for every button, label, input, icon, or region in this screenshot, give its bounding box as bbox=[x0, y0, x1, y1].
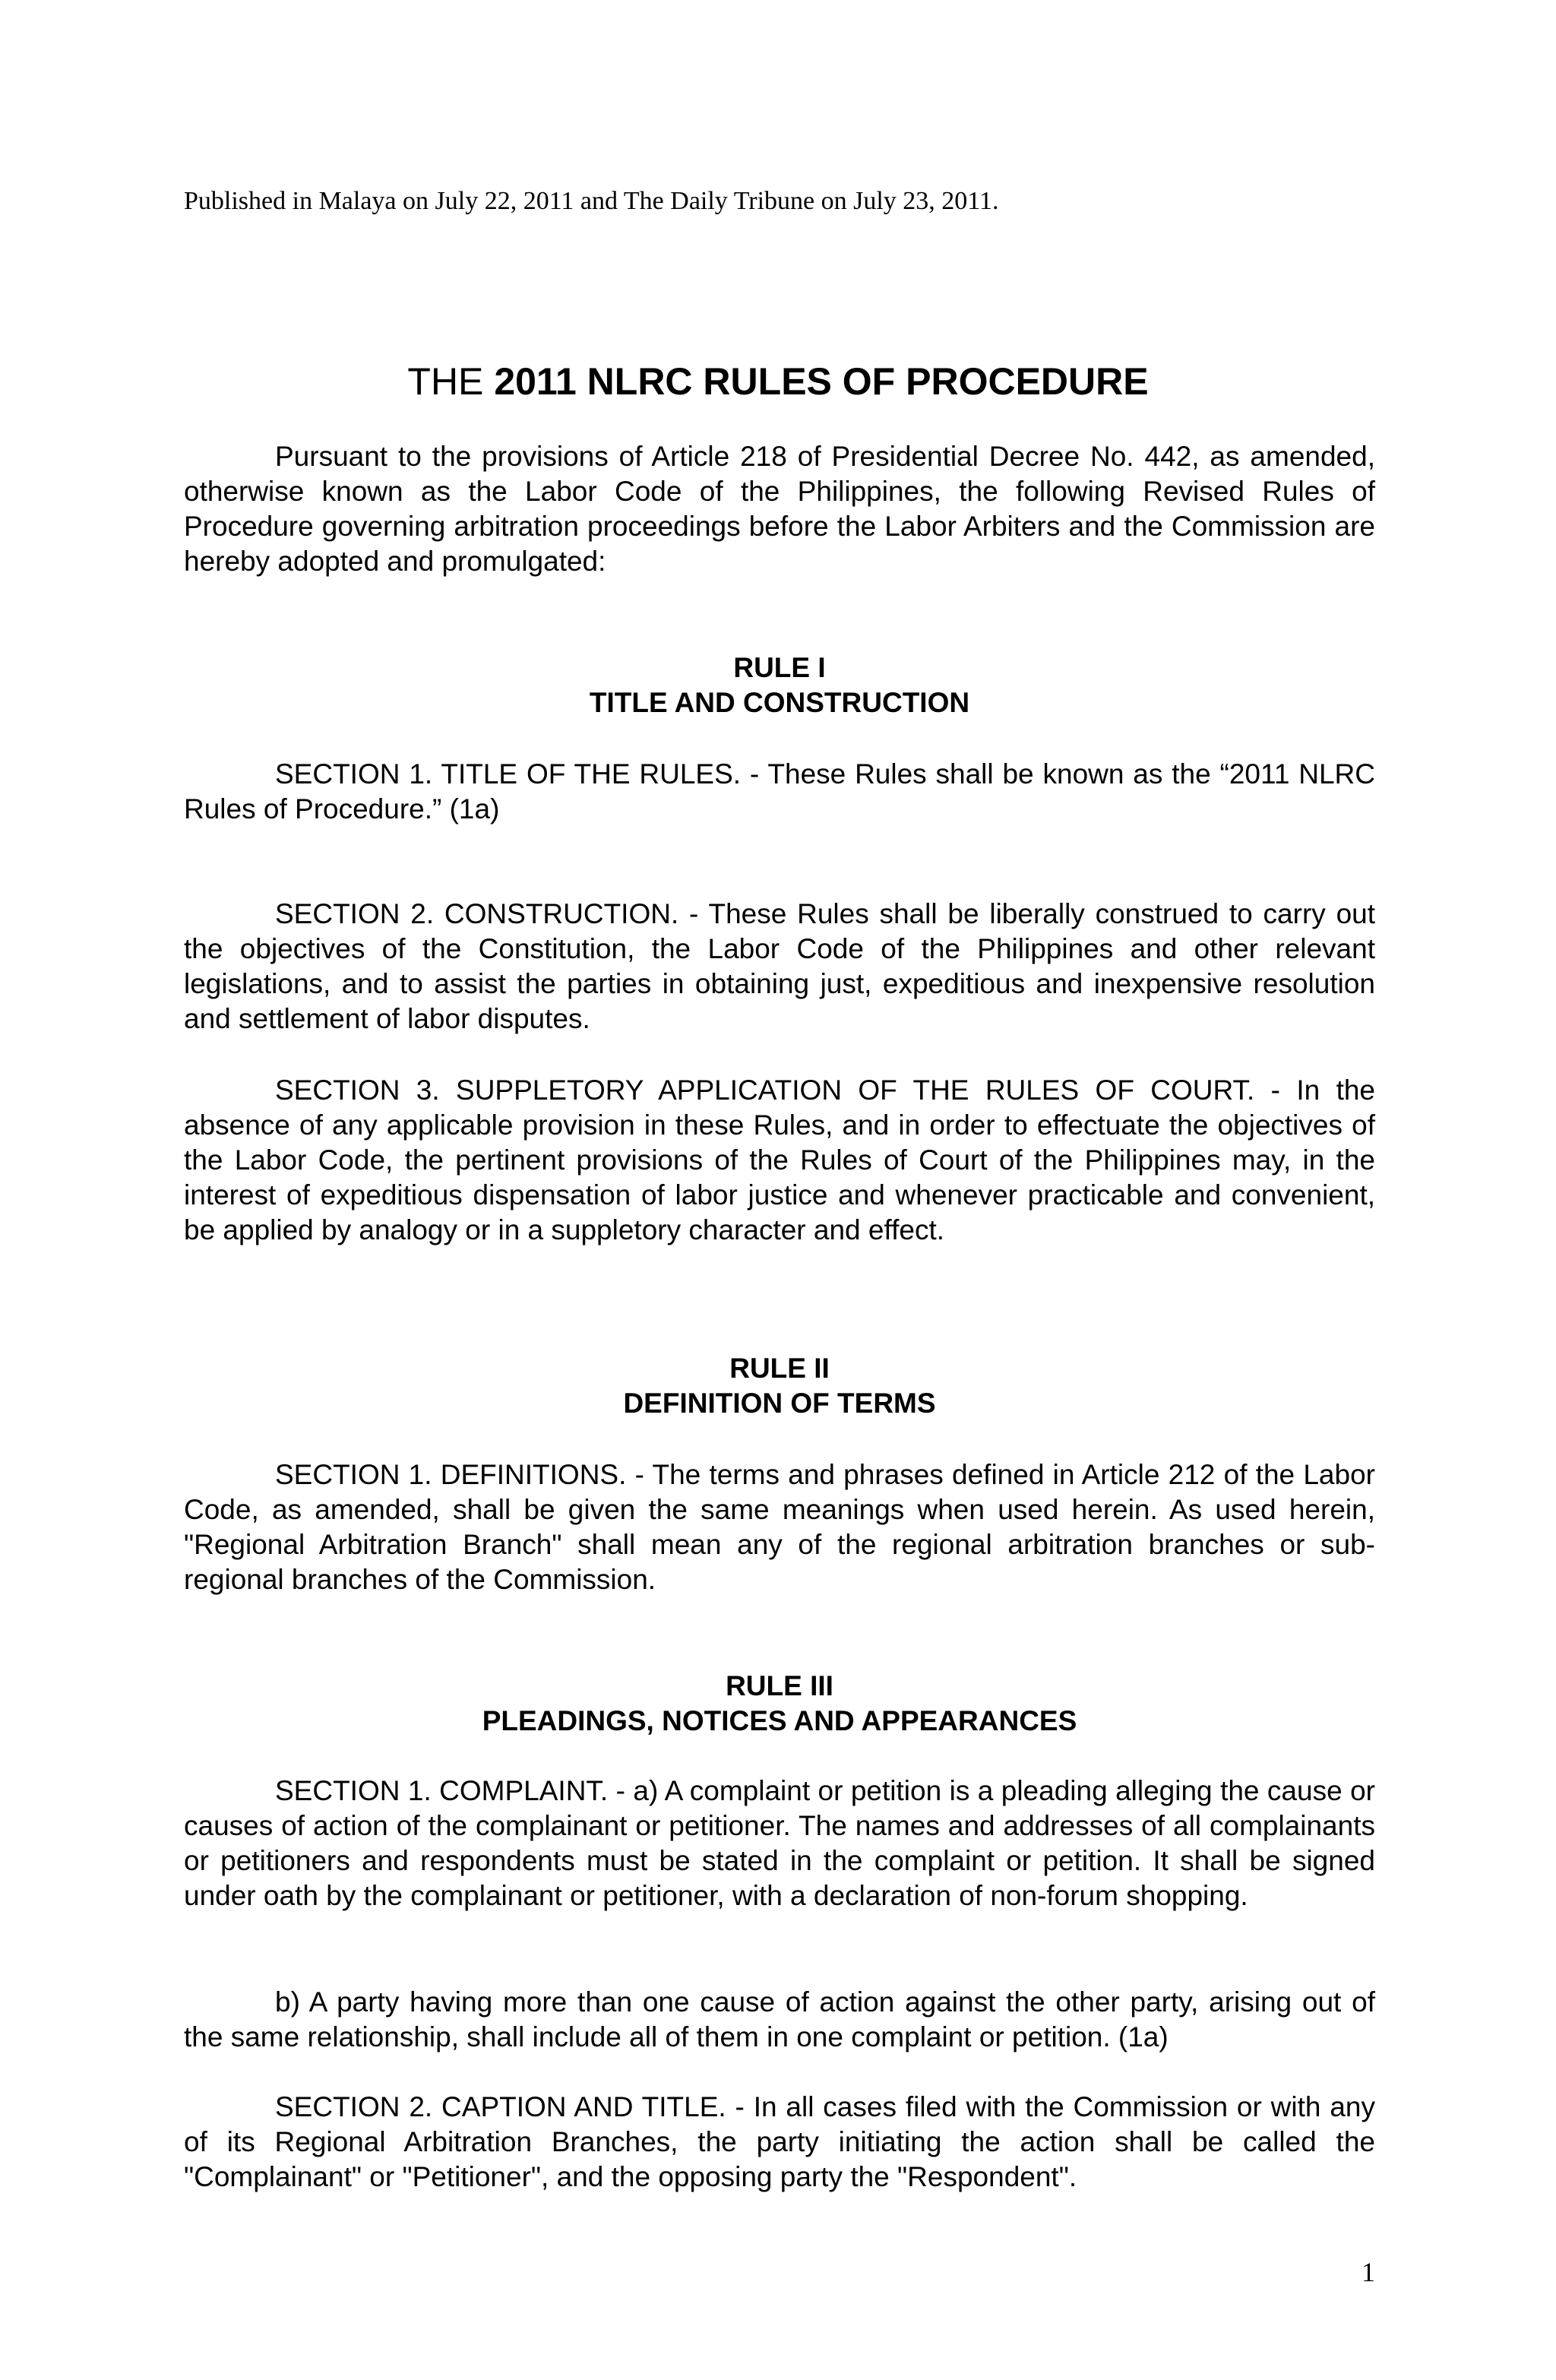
rule-1-section-1: SECTION 1. TITLE OF THE RULES. - These Rules shall be known as the “2011 NLRC Rules of Procedure.” (1a) bbox=[184, 758, 1375, 824]
title-main: 2011 NLRC RULES OF PROCEDURE bbox=[494, 360, 1149, 403]
rule-1-number: RULE I bbox=[733, 652, 826, 683]
rule-3-section-1b: b) A party having more than one cause of action against the other party, arising out of the same relationship, shall include all of them in one complaint or petition. (1a) bbox=[184, 1986, 1375, 2052]
rule-1-section-2: SECTION 2. CONSTRUCTION. - These Rules shall be liberally construed to carry out the objectives of the Constitution, the Labor Code of the Philippines and other relevant legislations, and to assist the parties in obtaining just, expeditious and inexpensive resolution and settlement of labor disputes. bbox=[184, 898, 1375, 1034]
title-prefix: THE bbox=[407, 360, 484, 403]
rule-1-title: TITLE AND CONSTRUCTION bbox=[589, 687, 970, 718]
preamble-paragraph: Pursuant to the provisions of Article 218 of Presidential Decree No. 442, as amended, otherwise known as the Labor Code of the Philippines, the following Revised Rules of Procedure governing arbitration proceedings before the Labor Arbiters and the Commission are hereby adopted and promulgated: bbox=[184, 441, 1375, 577]
page-number: 1 bbox=[1362, 2257, 1375, 2287]
publication-note: Published in Malaya on July 22, 2011 and The Daily Tribune on July 23, 2011. bbox=[184, 187, 999, 215]
rule-2-title: DEFINITION OF TERMS bbox=[623, 1388, 936, 1419]
rule-1-section-3: SECTION 3. SUPPLETORY APPLICATION OF THE RULES OF COURT. - In the absence of any applicable provision in these Rules, and in order to effectuate the objectives of the Labor Code, the pertinent provisions of the Rules of Court of the Philippines may, in the interest of expeditious dispensation of labor justice and whenever practicable and convenient, be applied by analogy or in a suppletory character and effect. bbox=[184, 1074, 1375, 1245]
rule-2-number: RULE II bbox=[729, 1353, 830, 1384]
rule-3-number: RULE III bbox=[726, 1670, 833, 1701]
rule-2-section-1: SECTION 1. DEFINITIONS. - The terms and phrases defined in Article 212 of the Labor Code, as amended, shall be given the same meanings when used herein. As used herein, "Regional Arbitration Branch" shall mean any of the regional arbitration branches or sub-regional branches of the Commission. bbox=[184, 1459, 1375, 1595]
document-title bbox=[0, 357, 1556, 406]
rule-3-section-1a: SECTION 1. COMPLAINT. - a) A complaint or petition is a pleading alleging the cause or causes of action of the complainant or petitioner. The names and addresses of all complainants or petitioners and respondents must be stated in the complaint or petition. It shall be signed under oath by the complainant or petitioner, with a declaration of non-forum shopping. bbox=[184, 1775, 1375, 1911]
rule-3-section-2: SECTION 2. CAPTION AND TITLE. - In all cases filed with the Commission or with any of its Regional Arbitration Branches, the party initiating the action shall be called the "Complainant" or "Petitioner", and the opposing party the "Respondent". bbox=[184, 2091, 1375, 2192]
rule-3-title: PLEADINGS, NOTICES AND APPEARANCES bbox=[482, 1705, 1077, 1736]
